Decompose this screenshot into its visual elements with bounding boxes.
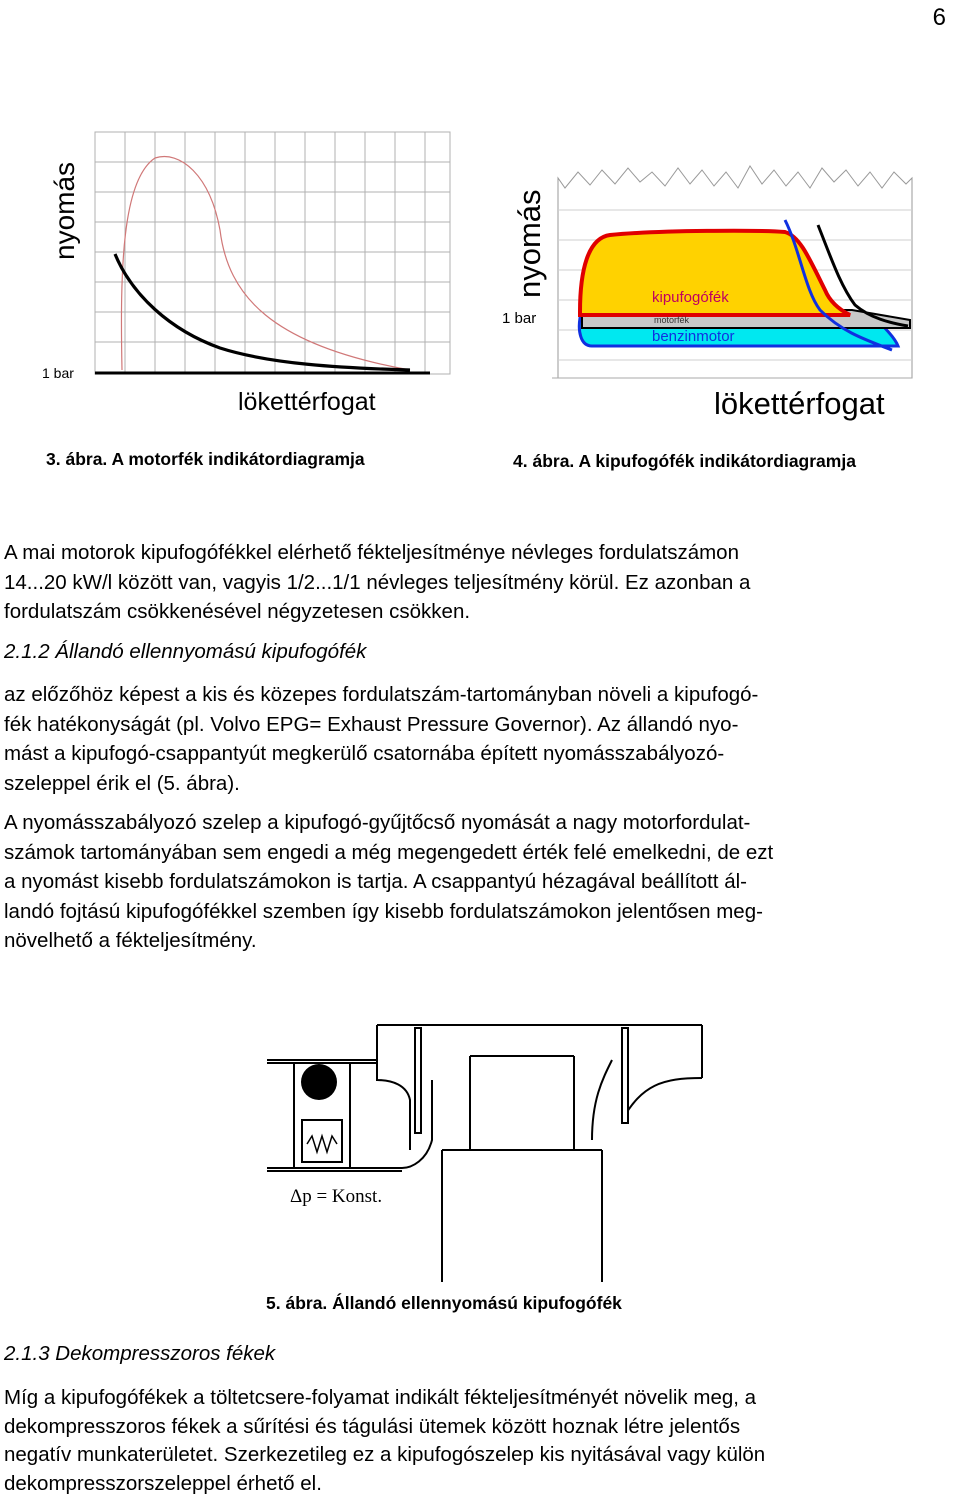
figure-3-y-label: nyomás <box>49 161 80 260</box>
paragraph-2-line: mást a kipufogó-csappantyút megkerülő csatornába épített nyomásszabályozó- <box>4 742 725 765</box>
paragraph-3-line: növelhető a fékteljesítmény. <box>4 929 257 952</box>
paragraph-2-line: szeleppel érik el (5. ábra). <box>4 771 240 795</box>
figure-5-regulator-spring <box>307 1136 337 1152</box>
figure-4-1-bar-label: 1 bar <box>502 310 537 327</box>
figure-3-x-label: lökettérfogat <box>238 388 376 416</box>
paragraph-3-line: számok tartományában sem engedi a még megengedett érték felé emelkedni, de ezt <box>4 840 774 864</box>
figure-5-engine-outline <box>267 1025 702 1282</box>
figure-4-label-petrol-engine: benzinmotor <box>652 328 735 345</box>
paragraph-3-line: landó fojtású kipufogófékkel szemben így kisebb fordulatszámokon jelentősen meg- <box>4 899 763 923</box>
paragraph-4-line: dekompresszorszeleppel érhető el. <box>4 1471 322 1495</box>
figure-4-y-label: nyomás <box>512 189 547 298</box>
paragraph-1-line: fordulatszám csökkenésével négyzetesen csökken. <box>4 600 471 623</box>
section-2-1-3-heading: 2.1.3 Dekompresszoros fékek <box>4 1342 276 1365</box>
paragraph-4 <box>4 1384 954 1498</box>
figure-3-caption: 3. ábra. A motorfék indikátordiagramja <box>46 449 365 469</box>
figure-3-expansion-curve <box>121 157 410 370</box>
figure-3-grid <box>95 132 450 374</box>
paragraph-1 <box>4 538 954 627</box>
paragraph-3-line: A nyomásszabályozó szelep a kipufogó-gyűjtőcső nyomását a nagy motorfordulat- <box>4 811 751 834</box>
figure-3-1-bar-label: 1 bar <box>42 365 74 381</box>
figure-4-label-engine-brake: motorfék <box>654 315 690 325</box>
paragraph-2-line: fék hatékonyságát (pl. Volvo EPG= Exhaust Pressure Governor). Az állandó nyo- <box>4 712 739 736</box>
paragraph-3 <box>4 808 954 956</box>
paragraph-1-line: A mai motorok kipufogófékkel elérhető fékteljesítménye névleges fordulatszámon <box>4 541 739 564</box>
paragraph-4-line: dekompresszoros fékek a sűrítési és tágulási ütemek között hoznak létre jelentős <box>4 1414 741 1438</box>
figure-5-left-valve-stem <box>415 1028 421 1133</box>
figure-3-diagram <box>30 120 460 420</box>
figure-5-diagram <box>262 1020 714 1285</box>
figure-4-x-label: lökettérfogat <box>714 386 885 421</box>
paragraph-3-line: a nyomást kisebb fordulatszámokon is tartja. A csappantyú hézagával beállított ál- <box>4 870 747 893</box>
figure-5-regulator-ball <box>301 1064 337 1100</box>
figure-4-label-exhaust-brake: kipufogófék <box>652 289 729 306</box>
paragraph-1-line: 14...20 kW/l között van, vagyis 1/2...1/1 névleges teljesítmény körül. Ez azonban a <box>4 570 751 594</box>
figure-5-caption: 5. ábra. Állandó ellennyomású kipufogófék <box>266 1293 622 1313</box>
page-number: 6 <box>932 4 946 31</box>
paragraph-2-line: az előzőhöz képest a kis és közepes fordulatszám-tartományban növeli a kipufogó- <box>4 683 759 706</box>
section-2-1-2-heading: 2.1.2 Állandó ellennyomású kipufogófék <box>4 640 367 663</box>
paragraph-4-line: negatív munkaterületet. Szerkezetileg ez a kipufogószelep kis nyitásával vagy külön <box>4 1443 766 1466</box>
figure-5-right-valve-stem <box>622 1028 628 1123</box>
figure-4-caption: 4. ábra. A kipufogófék indikátordiagramja <box>513 451 856 471</box>
figure-4-diagram <box>500 160 940 430</box>
paragraph-4-line: Míg a kipufogófékek a töltetcsere-folyamat indikált fékteljesítményét növelik meg, a <box>4 1386 757 1409</box>
figure-5-delta-p-label: Δp = Konst. <box>290 1186 383 1207</box>
paragraph-2 <box>4 680 954 798</box>
